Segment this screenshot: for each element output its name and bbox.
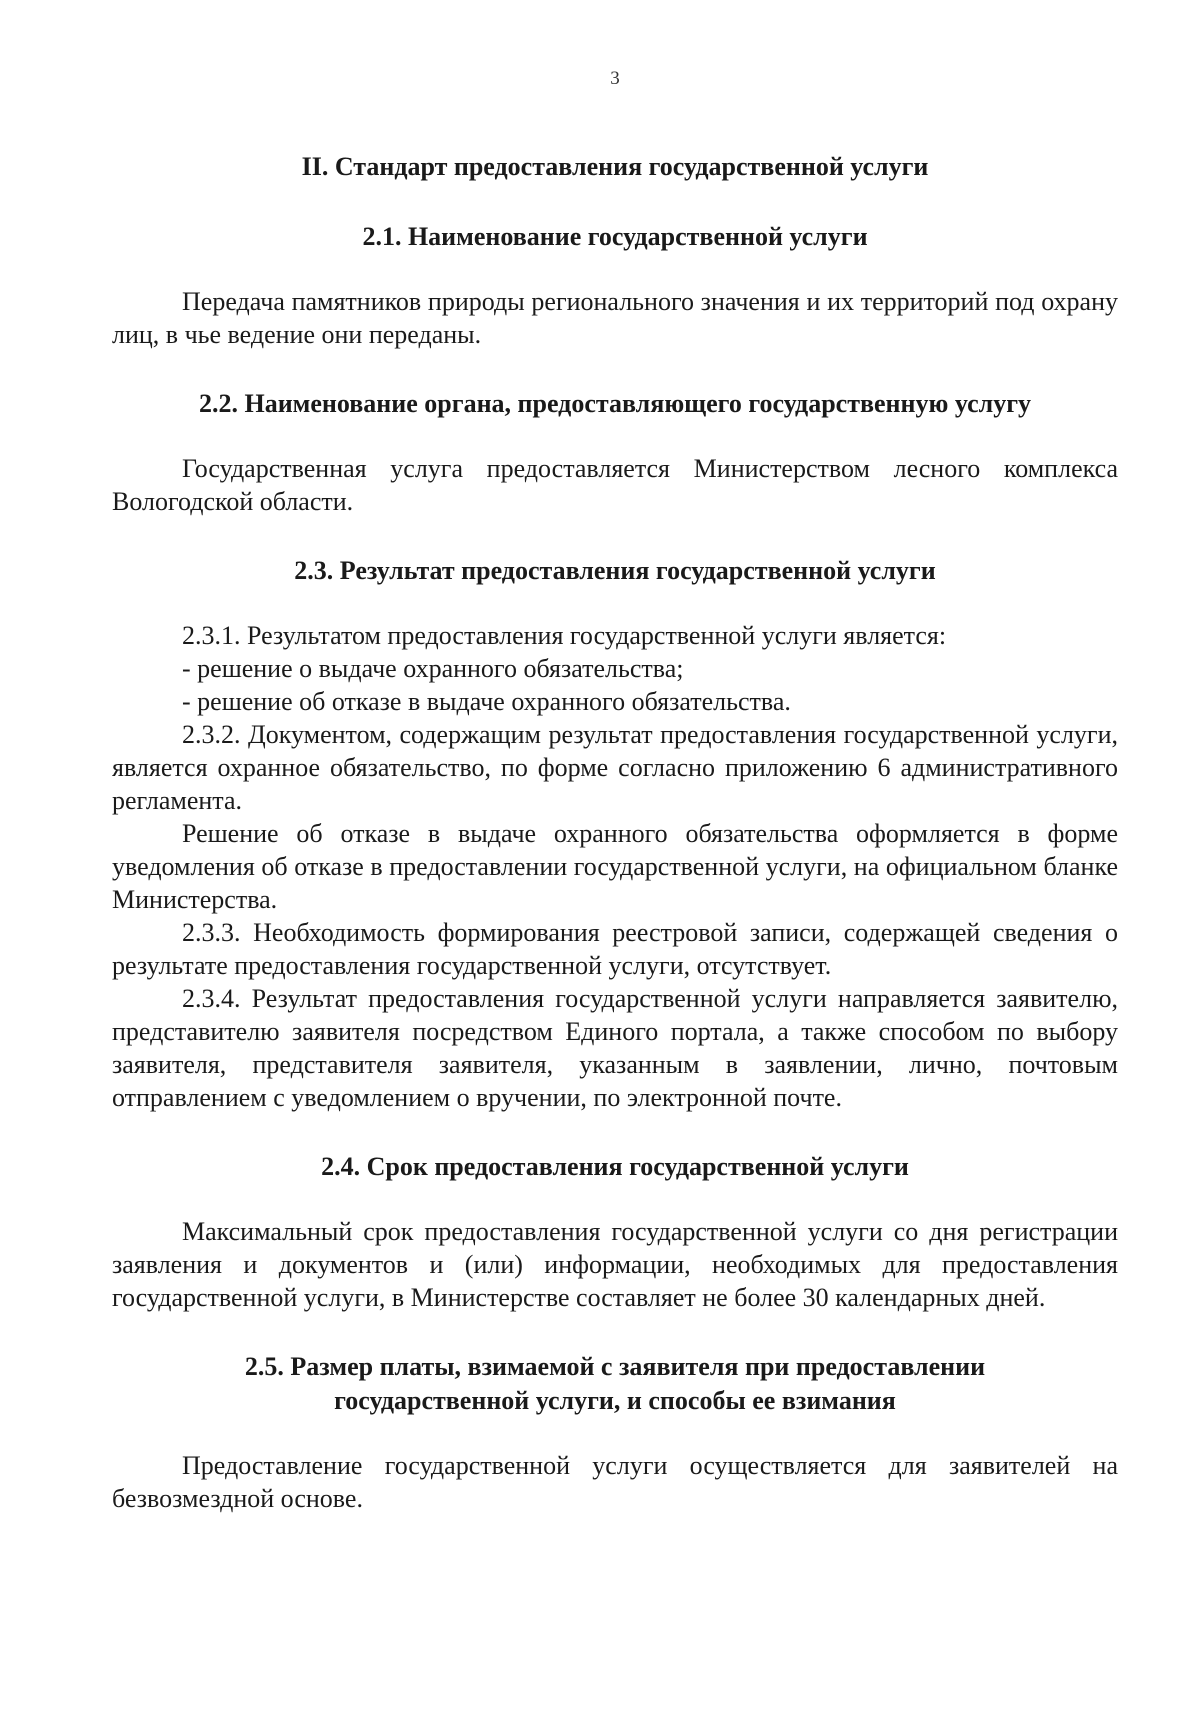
main-title: II. Стандарт предоставления государственной услуги: [301, 152, 929, 181]
section-2-3-4-paragraph: 2.3.4. Результат предоставления государственной услуги направляется заявителю, представителю заявителя посредством Единого портала, а также способом по выбору заявителя, представителя заявителя, указанным в заявлении, лично, почтовым отправлением с уведомлением о вручении, по электронной почте.: [112, 984, 1118, 1112]
section-2-4-paragraph: Максимальный срок предоставления государственной услуги со дня регистрации заявления и документов и (или) информации, необходимых для предоставления государственной услуги, в Министерстве составляет не более 30 календарных дней.: [112, 1217, 1118, 1312]
list-item: - решение об отказе в выдаче охранного обязательства.: [182, 687, 791, 716]
section-2-5-title-line1: 2.5. Размер платы, взимаемой с заявителя при предоставлении: [244, 1352, 986, 1381]
section-2-3-1-paragraph: 2.3.1. Результатом предоставления государственной услуги является:: [182, 621, 947, 650]
section-2-1-paragraph: Передача памятников природы регионального значения и их территорий под охрану лиц, в чье ведение они переданы.: [112, 287, 1118, 349]
section-2-3-3-paragraph: 2.3.3. Необходимость формирования реестровой записи, содержащей сведения о результате предоставления государственной услуги, отсутствует.: [112, 918, 1118, 980]
section-2-5-paragraph: Предоставление государственной услуги осуществляется для заявителей на безвозмездной основе.: [112, 1451, 1118, 1513]
page-number: 3: [610, 68, 620, 89]
section-2-5-title-line2: государственной услуги, и способы ее взимания: [334, 1386, 896, 1415]
refusal-paragraph: Решение об отказе в выдаче охранного обязательства оформляется в форме уведомления об отказе в предоставлении государственной услуги, на официальном бланке Министерства.: [112, 819, 1118, 914]
section-2-5-title: [112, 1350, 1118, 1418]
list-item: - решение о выдаче охранного обязательства;: [182, 654, 684, 683]
section-2-4-title: 2.4. Срок предоставления государственной услуги: [321, 1152, 909, 1181]
document-body: [112, 150, 1118, 1515]
section-2-2-title: 2.2. Наименование органа, предоставляющего государственную услугу: [198, 389, 1032, 418]
section-2-1-title: 2.1. Наименование государственной услуги: [362, 222, 868, 251]
section-2-3-2-paragraph: 2.3.2. Документом, содержащим результат предоставления государственной услуги, является охранное обязательство, по форме согласно приложению 6 административного регламента.: [112, 720, 1118, 815]
section-2-3-title: 2.3. Результат предоставления государственной услуги: [294, 556, 936, 585]
section-2-2-paragraph: Государственная услуга предоставляется Министерством лесного комплекса Вологодской области.: [112, 454, 1118, 516]
